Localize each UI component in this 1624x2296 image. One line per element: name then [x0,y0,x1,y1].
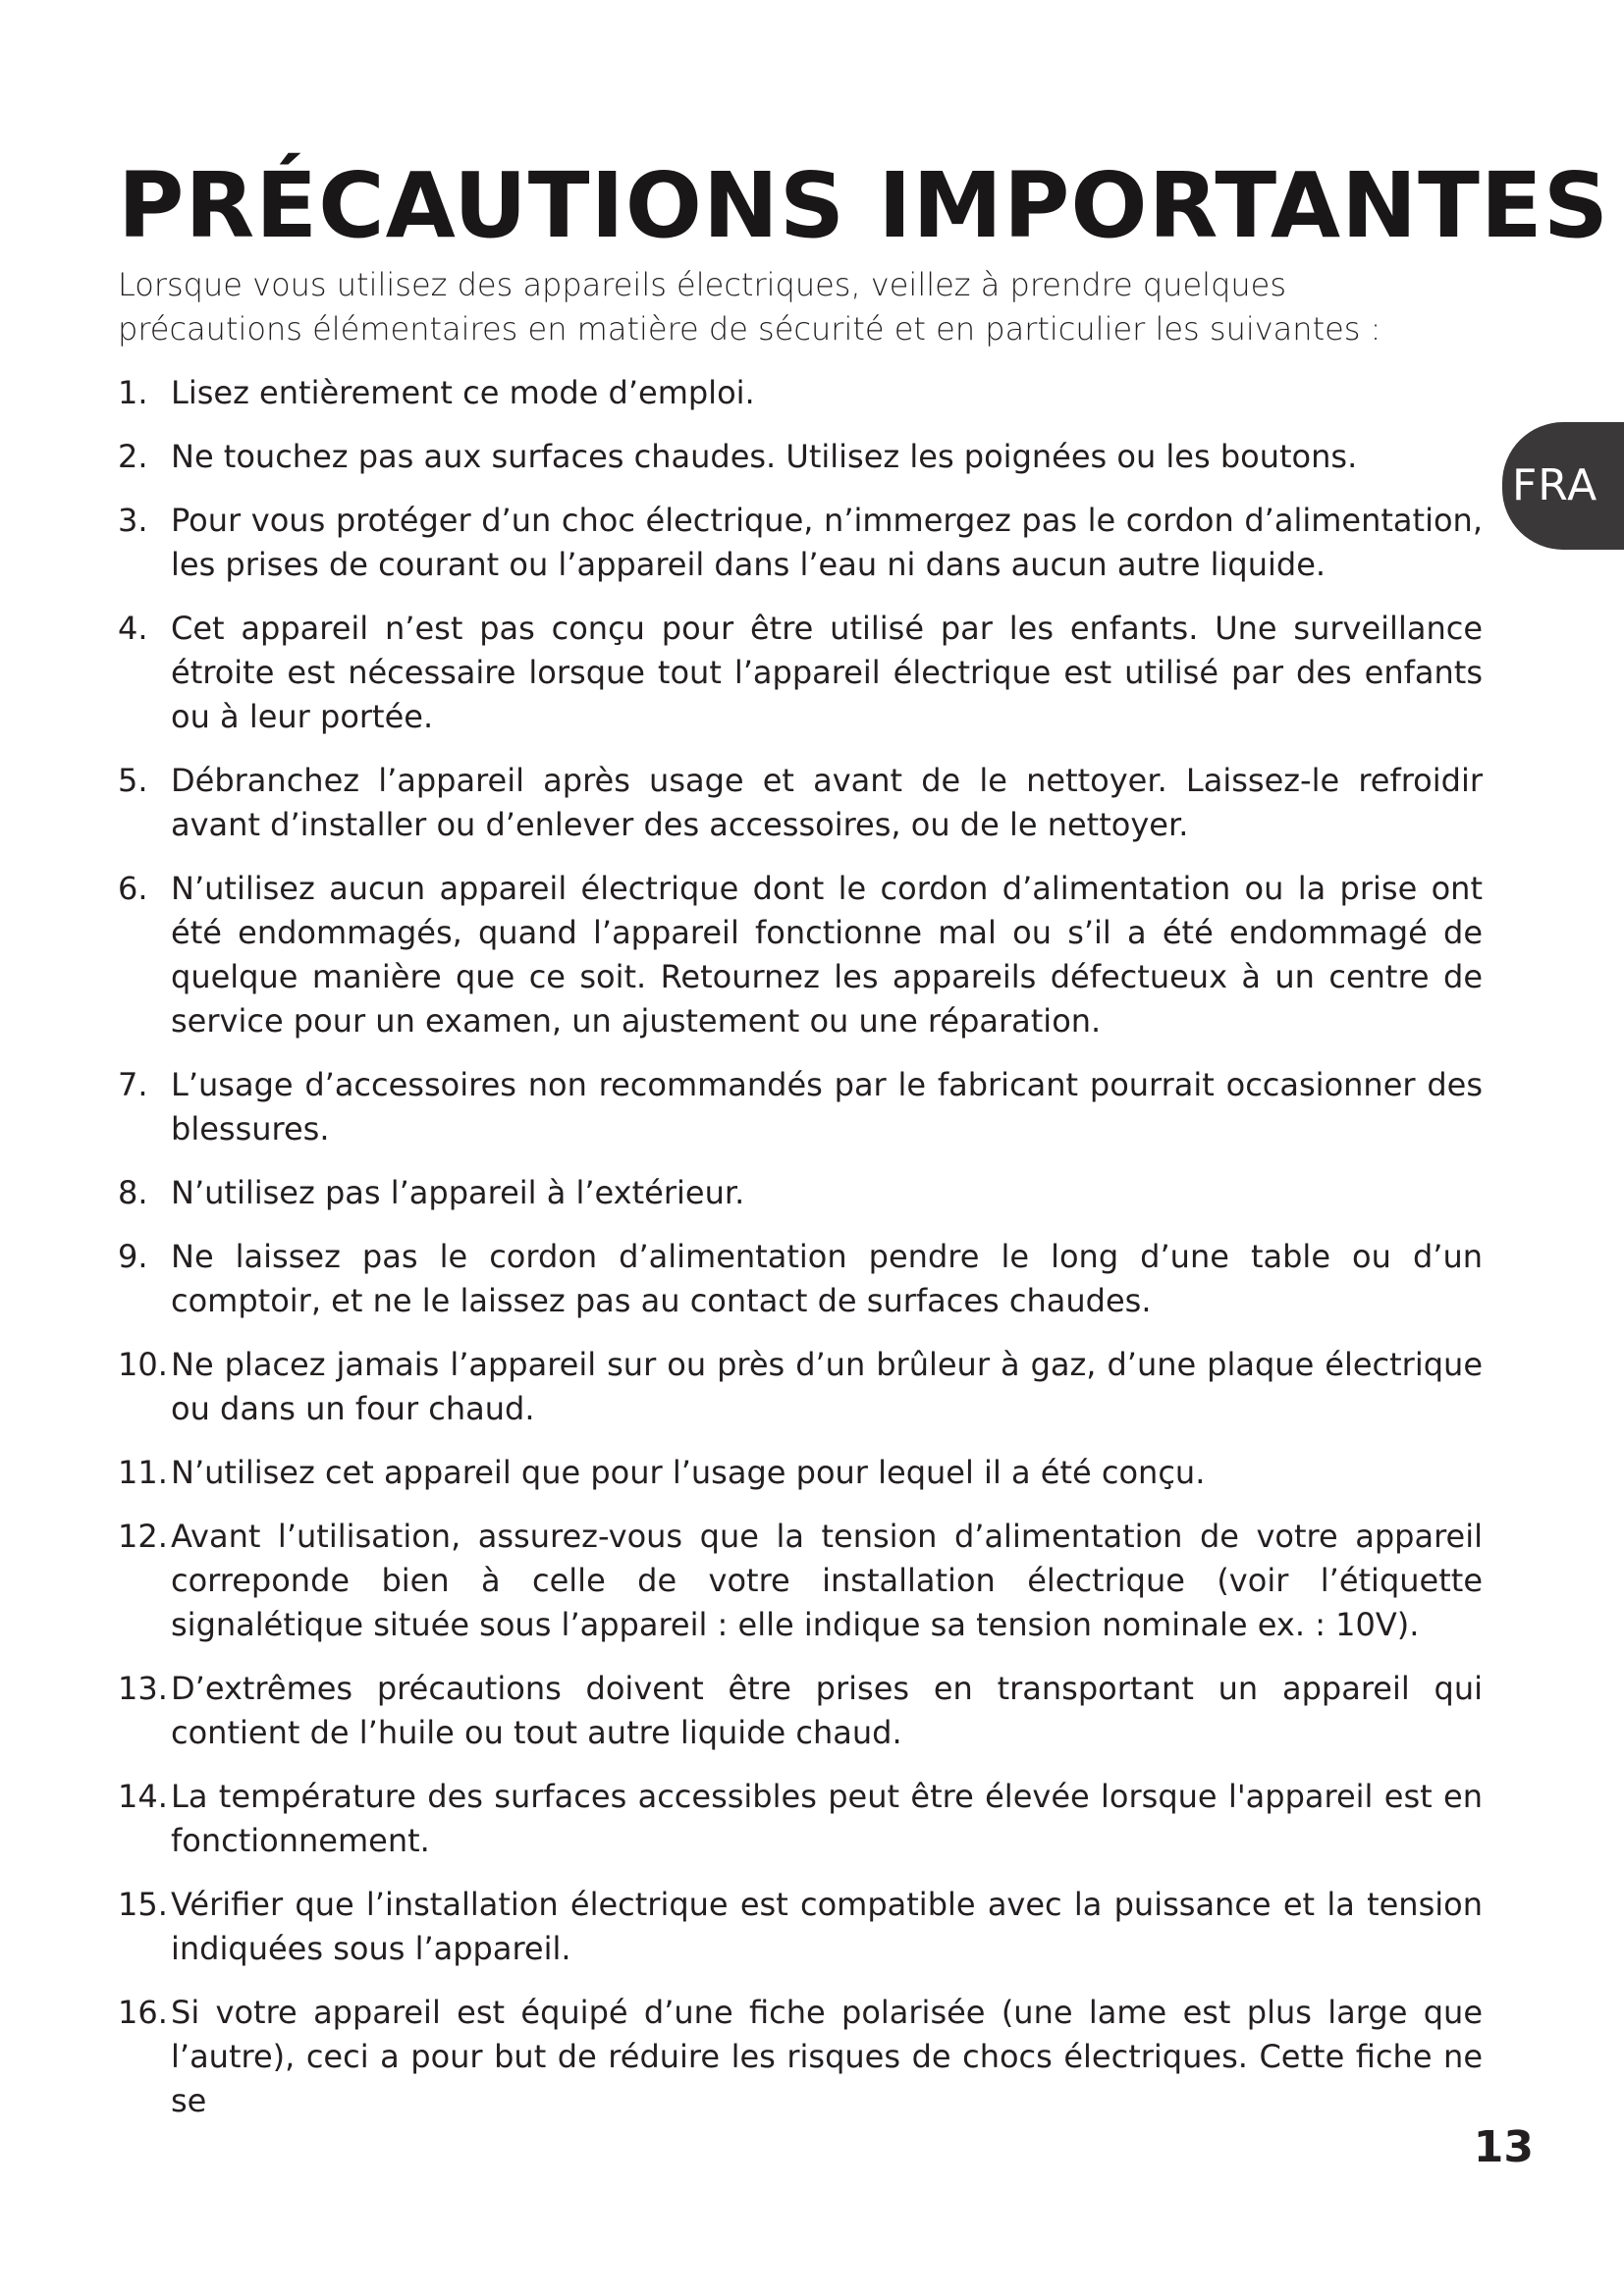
item-number: 12. [118,1518,168,1555]
list-item [118,1171,1483,1215]
item-number: 5. [118,762,148,799]
list-item [118,1235,1483,1323]
item-text: N’utilisez aucun appareil électrique dont le cordon d’alimentation ou la prise ont été endommagés, quand l’appareil fonctionne mal ou s’il a été endommagé de quelque manière que ce soit. Retournez les appareils défectueux à un centre de service pour un examen, un ajustement ou une réparation. [171,870,1483,1040]
intro-paragraph: Lorsque vous utilisez des appareils électriques, veillez à prendre quelques précautions élémentaires en matière de sécurité et en particulier les suivantes : [118,266,1381,347]
item-number: 13. [118,1670,168,1707]
item-number: 2. [118,438,148,475]
list-item [118,371,1483,415]
item-number: 9. [118,1238,148,1275]
list-item [118,607,1483,739]
list-item [118,759,1483,847]
item-text: Ne placez jamais l’appareil sur ou près d’un brûleur à gaz, d’une plaque électrique ou dans un four chaud. [171,1346,1483,1427]
item-text: Ne laissez pas le cordon d’alimentation pendre le long d’une table ou d’un comptoir, et ne le laissez pas au contact de surfaces chaudes. [171,1238,1483,1319]
item-number: 6. [118,870,148,907]
item-text: D’extrêmes précautions doivent être prises en transportant un appareil qui contient de l’huile ou tout autre liquide chaud. [171,1670,1483,1751]
item-text: Cet appareil n’est pas conçu pour être utilisé par les enfants. Une surveillance étroite est nécessaire lorsque tout l’appareil électrique est utilisé par des enfants ou à leur portée. [171,610,1483,735]
item-text: Lisez entièrement ce mode d’emploi. [171,374,755,411]
item-text: N’utilisez pas l’appareil à l’extérieur. [171,1174,745,1211]
list-item [118,1343,1483,1431]
item-text: Si votre appareil est équipé d’une fiche polarisée (une lame est plus large que l’autre), ceci a pour but de réduire les risques de chocs électriques. Cette fiche ne se [171,1994,1483,2119]
list-item [118,1515,1483,1647]
item-number: 1. [118,374,148,411]
list-item [118,435,1483,479]
list-item [118,867,1483,1043]
item-number: 7. [118,1066,148,1103]
list-item [118,1775,1483,1863]
list-item [118,1667,1483,1755]
precautions-list [118,371,1483,2143]
list-item [118,499,1483,587]
item-text: Avant l’utilisation, assurez-vous que la tension d’alimentation de votre appareil correponde bien à celle de votre installation électrique (voir l’étiquette signalétique située sous l’appareil : elle indique sa tension nominale ex. : 10V). [171,1518,1483,1643]
item-number: 10. [118,1346,168,1383]
item-text: Vérifier que l’installation électrique est compatible avec la puissance et la tension indiquées sous l’appareil. [171,1886,1483,1967]
item-text: N’utilisez cet appareil que pour l’usage pour lequel il a été conçu. [171,1454,1206,1491]
item-number: 14. [118,1778,168,1815]
item-number: 16. [118,1994,168,2031]
list-item [118,1991,1483,2123]
item-text: Débranchez l’appareil après usage et avant de le nettoyer. Laissez-le refroidir avant d’installer ou d’enlever des accessoires, ou de le nettoyer. [171,762,1483,843]
item-text: L’usage d’accessoires non recommandés par le fabricant pourrait occasionner des blessures. [171,1066,1483,1148]
item-text: Ne touchez pas aux surfaces chaudes. Utilisez les poignées ou les boutons. [171,438,1358,475]
page-number: 13 [1473,2122,1534,2172]
item-text: La température des surfaces accessibles peut être élevée lorsque l'appareil est en fonctionnement. [171,1778,1483,1859]
item-number: 15. [118,1886,168,1923]
item-number: 8. [118,1174,148,1211]
page-title: PRÉCAUTIONS IMPORTANTES [118,153,1609,258]
item-number: 4. [118,610,148,647]
list-item [118,1063,1483,1151]
list-item [118,1883,1483,1971]
item-number: 11. [118,1454,168,1491]
language-tab: FRA [1502,422,1624,550]
item-number: 3. [118,502,148,539]
list-item [118,1451,1483,1495]
item-text: Pour vous protéger d’un choc électrique, n’immergez pas le cordon d’alimentation, les prises de courant ou l’appareil dans l’eau ni dans aucun autre liquide. [171,502,1483,583]
